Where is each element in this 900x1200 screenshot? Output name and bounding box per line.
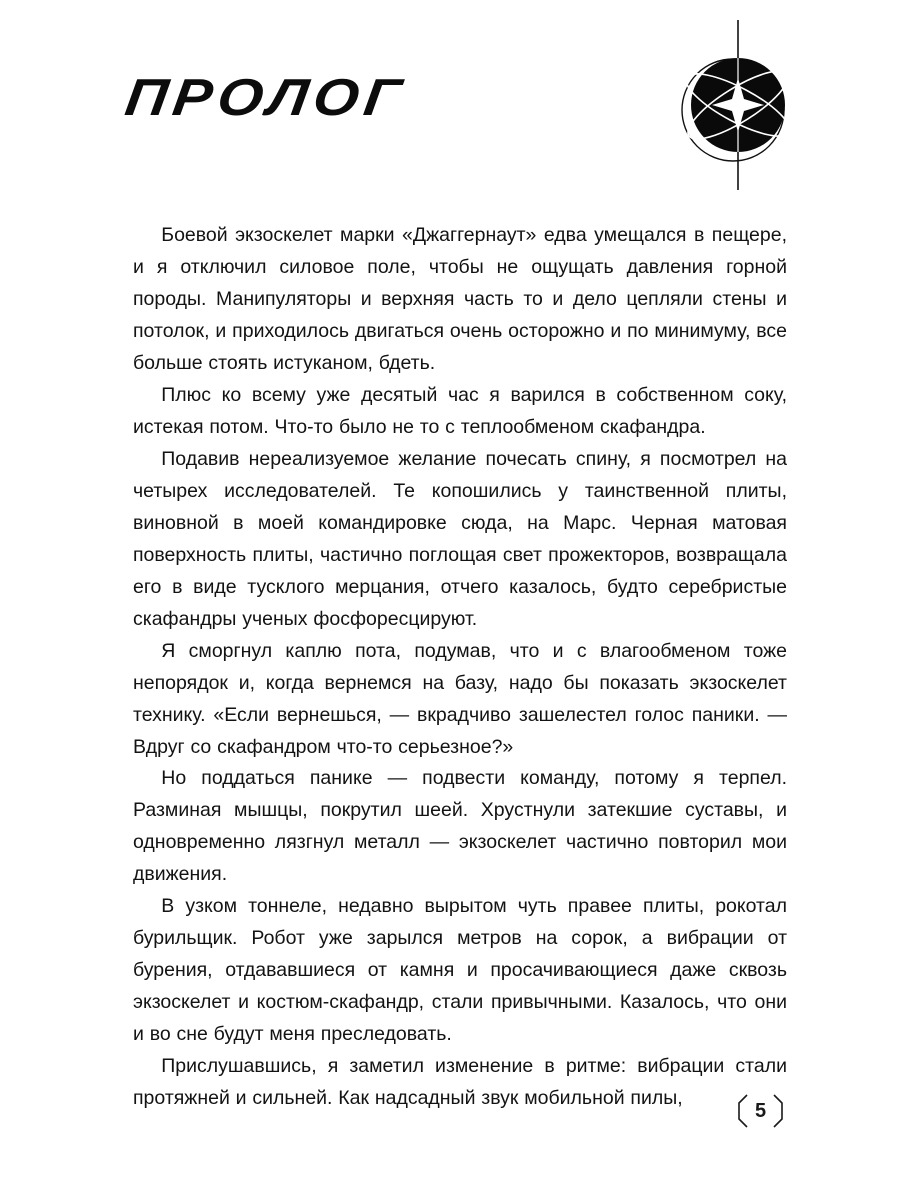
star-orbit-icon	[672, 20, 804, 190]
paragraph: В узком тоннеле, недавно вырытом чуть правее плиты, рокотал бурильщик. Робот уже зарылся метров на сорок, а вибрации от бурения, отдававшиеся от камня и просачивающиеся даже сквозь экзоскелет и костюм-скафандр, стали привычными. Казалось, что они и во сне будут меня преследовать.	[133, 895, 787, 1046]
page-number-block	[736, 1094, 785, 1128]
page-number: 5	[755, 1100, 767, 1122]
right-bracket-icon	[773, 1094, 785, 1128]
paragraph: Плюс ко всему уже десятый час я варился в собственном соку, истекая потом. Что-то было не то с теплообменом скафандра.	[133, 383, 787, 438]
publisher-emblem	[672, 20, 804, 190]
paragraph: Подавив нереализуемое желание почесать спину, я посмотрел на четырех исследователей. Те копошились у таинственной плиты, виновной в моей командировке сюда, на Марс. Черная матовая поверхность плиты, частично поглощая свет прожекторов, возвращала его в виде тусклого мерцания, отчего казалось, будто серебристые скафандры ученых фосфоресцируют.	[133, 447, 787, 630]
paragraph: Боевой экзоскелет марки «Джаггернаут» едва умещался в пещере, и я отключил силовое поле, чтобы не ощущать давления горной породы. Манипуляторы и верхняя часть то и дело цепляли стены и потолок, и приходилось двигаться очень осторожно и по минимуму, все больше стоять истуканом, бдеть.	[133, 224, 787, 374]
paragraph: Я сморгнул каплю пота, подумав, что и с влагообменом тоже непорядок и, когда вернемся на базу, надо бы показать экзоскелет технику. «Если вернешься, — вкрадчиво зашелестел голос паники. — Вдруг со скафандром что-то серьезное?»	[133, 639, 787, 758]
paragraph: Прислушавшись, я заметил изменение в ритме: вибрации стали протяжней и сильней. Как надсадный звук мобильной пилы,	[133, 1055, 787, 1110]
body-text	[133, 220, 787, 1115]
chapter-title: ПРОЛОГ	[121, 69, 410, 127]
paragraph: Но поддаться панике — подвести команду, потому я терпел. Разминая мышцы, покрутил шеей. Хрустнули затекшие суставы, и одновременно лязгнул металл — экзоскелет частично повторил мои движения.	[133, 767, 787, 886]
left-bracket-icon	[736, 1094, 748, 1128]
